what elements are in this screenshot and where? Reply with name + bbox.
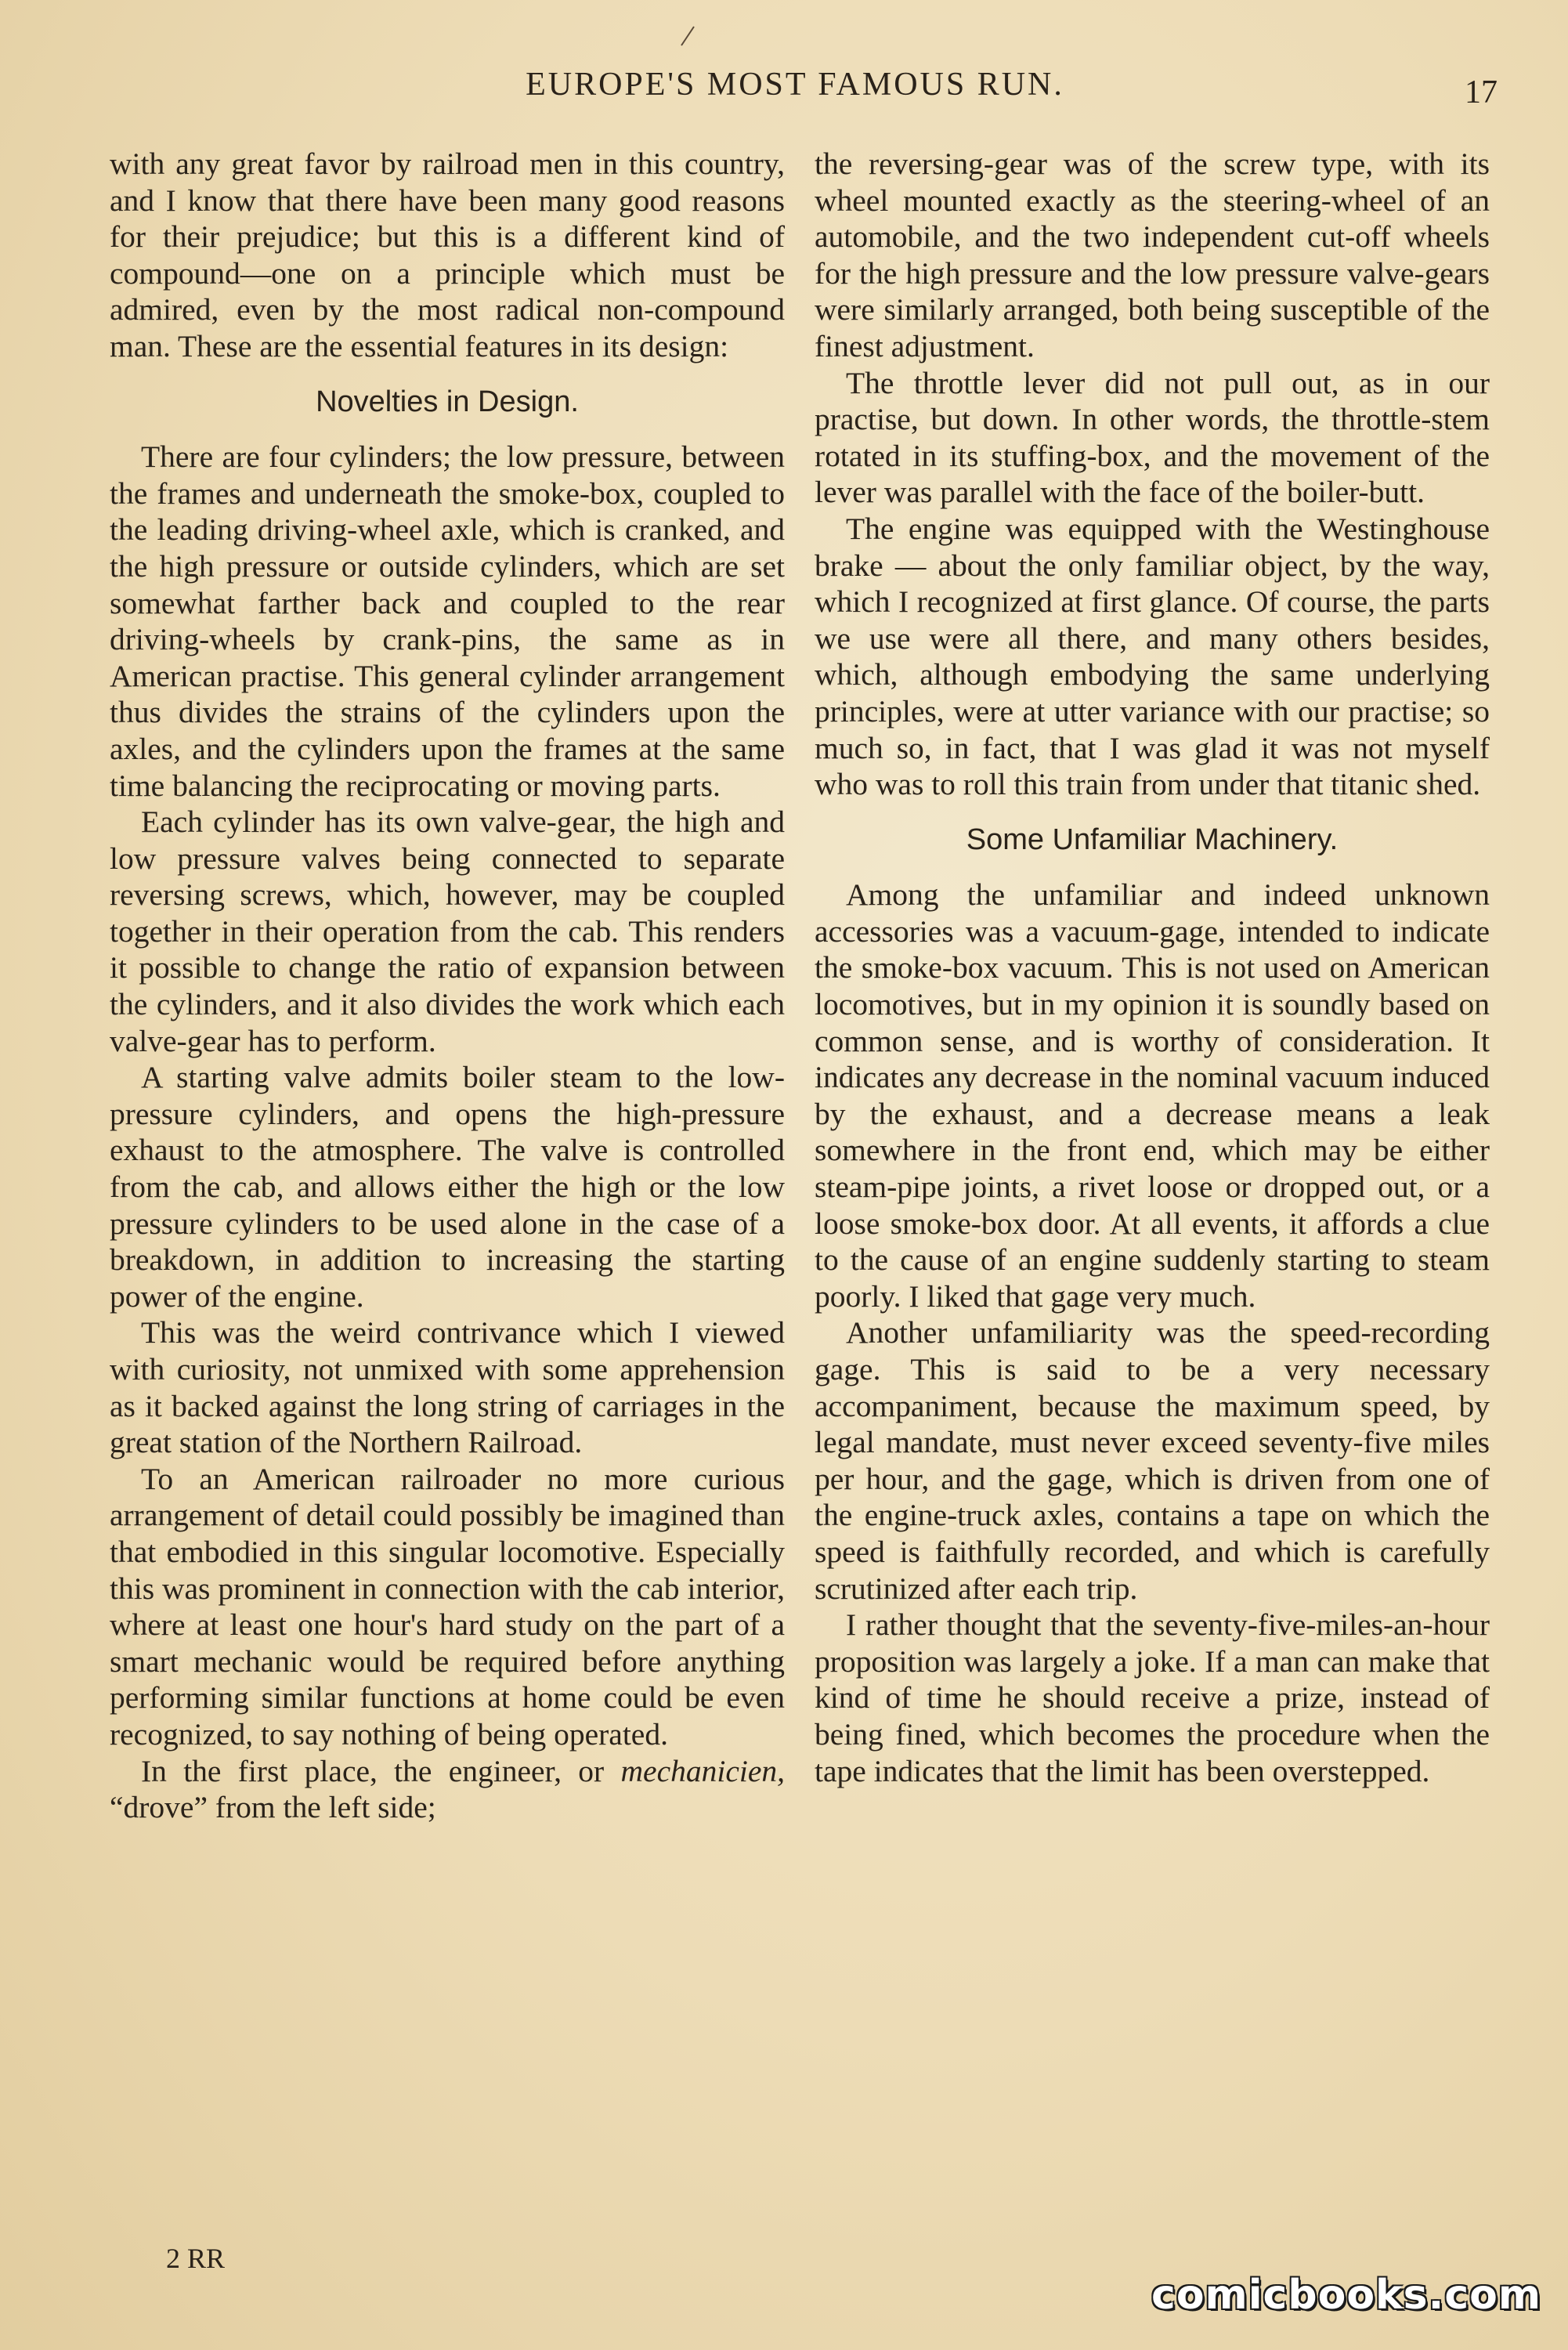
paragraph: Among the unfamiliar and indeed unknown accessories was a vacuum-gage, intended to indicate the smoke-box vacuum. This is not used on American locomotives, but in my opinion it is soundly based on common sense, and is worthy of consideration. It indicates any decrease in the nominal vacuum induced by the exhaust, and a decrease means a leak somewhere in the front end, which may be either steam-pipe joints, a rivet loose or dropped out, or a loose smoke-box door. At all events, it affords a clue to the cause of an engine suddenly starting to steam poorly. I liked that gage very much. [815,877,1490,1314]
paragraph: The throttle lever did not pull out, as in our practise, but down. In other words, the throttle-stem rotated in its stuffing-box, and the movement of the lever was parallel with the face of the boiler-butt. [815,365,1490,510]
paragraph: The engine was equipped with the Westinghouse brake — about the only familiar object, by the way, which I recognized at first glance. Of course, the parts we use were all there, and many others besides, which, although embodying the same underlying principles, were at utter variance with our practise; so much so, in fact, that I was glad it was not myself who was to roll this train from under that titanic shed. [815,511,1490,802]
left-column [110,146,785,1826]
paragraph: A starting valve admits boiler steam to the low-pressure cylinders, and opens the high-pressure exhaust to the atmosphere. The valve is controlled from the cab, and allows either the high or the low pressure cylinders to be used alone in the case of a breakdown, in addition to increasing the starting power of the engine. [110,1060,785,1314]
section-heading: Some Unfamiliar Machinery. [966,822,1339,856]
paragraph: the reversing-gear was of the screw type, with its wheel mounted exactly as the steering-wheel of an automobile, and the two independent cut-off wheels for the high pressure and the low pressure valve-gears were similarly arranged, both being susceptible of the finest adjustment. [815,146,1490,363]
paragraph [110,1753,785,1826]
paragraph: This was the weird contrivance which I viewed with curiosity, not unmixed with some apprehension as it backed against the long string of carriages in the great station of the Northern Railroad. [110,1315,785,1460]
paragraph: Each cylinder has its own valve-gear, the high and low pressure valves being connected to separate reversing screws, which, however, may be coupled together in their operation from the cab. This renders it possible to change the ratio of expansion between the cylinders, and it also divides the work which each valve-gear has to perform. [110,804,785,1058]
paragraph-text: “drove” from the left side; [110,1790,436,1825]
section-heading: Novelties in Design. [316,385,579,418]
right-column [815,146,1490,1789]
italic-term: mechanicien, [620,1753,786,1788]
paragraph: Another unfamiliarity was the speed-recording gage. This is said to be a very necessary accompaniment, because the maximum speed, by legal mandate, must never exceed seventy-five miles per hour, and the gage, which is driven from one of the engine-truck axles, contains a tape on which the speed is faithfully recorded, and which is carefully scrutinized after each trip. [815,1315,1490,1606]
paragraph: There are four cylinders; the low pressure, between the frames and underneath the smoke-box, coupled to the leading driving-wheel axle, which is cranked, and the high pressure or outside cylinders, which are set somewhat farther back and coupled to the rear driving-wheels by crank-pins, the same as in American practise. This general cylinder arrangement thus divides the strains of the cylinders upon the axles, and the cylinders upon the frames at the same time balancing the reciprocating or moving parts. [110,439,785,803]
signature-mark: 2 RR [166,2243,226,2274]
paragraph: To an American railroader no more curious arrangement of detail could possibly be imagined than that embodied in this singular locomotive. Especially this was prominent in connection with the cab interior, where at least one hour's hard study on the part of a smart mechanic would be required before anything performing similar functions at home could be even recognized, to say nothing of being operated. [110,1461,785,1752]
pencil-mark-icon [678,24,697,47]
page-number: 17 [1465,74,1498,110]
paragraph-text: In the first place, the engineer, or [141,1753,605,1788]
paragraph: with any great favor by railroad men in this country, and I know that there have been many good reasons for their prejudice; but this is a different kind of compound—one on a principle which must be admired, even by the most radical non-compound man. These are the essential features in its design: [110,146,785,363]
running-header: EUROPE'S MOST FAMOUS RUN. [526,67,1064,103]
paragraph: I rather thought that the seventy-five-miles-an-hour proposition was largely a joke. If a man can make that kind of time he should receive a prize, instead of being fined, which becomes the procedure when the tape indicates that the limit has been overstepped. [815,1607,1490,1788]
watermark: comicbooks.com [1151,2272,1542,2319]
